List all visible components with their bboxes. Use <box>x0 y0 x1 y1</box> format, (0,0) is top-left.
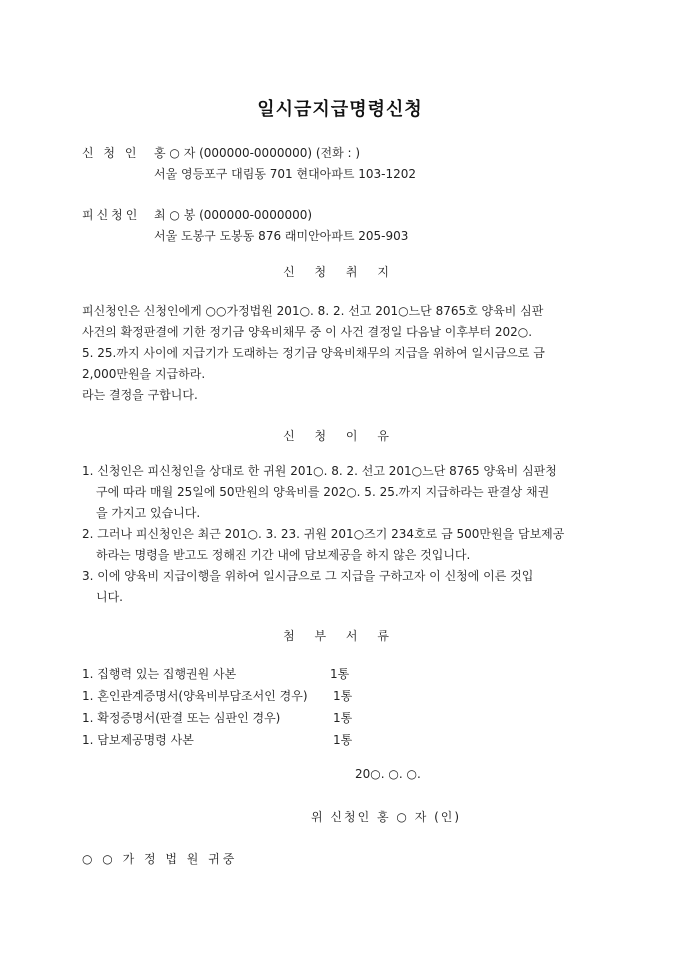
applicant-role: 신 청 인 <box>82 146 140 160</box>
reason-item-1-line: 구에 따라 매월 25일에 50만원의 양육비를 202○. 5. 25.까지 지급하라는 판결상 채권 <box>96 485 550 499</box>
attachment-count: 1통 <box>333 689 353 703</box>
signer-line: 위 신청인 홍 ○ 자 (인) <box>311 810 462 824</box>
attachment-count: 1통 <box>333 733 353 747</box>
reason-item-3-line: 니다. <box>96 590 123 604</box>
respondent-name-line: 최 ○ 봉 (000000-0000000) <box>154 208 313 222</box>
purpose-heading: 신 청 취 지 <box>283 265 397 279</box>
reasons-list <box>82 461 612 608</box>
reason-item-2-line: 2. 그러나 피신청인은 최근 201○. 3. 23. 귀원 201○즈기 234호로 금 500만원을 담보제공 <box>82 527 565 541</box>
court-addressee: ○ ○ 가 정 법 원 귀중 <box>82 852 238 866</box>
purpose-line: 사건의 확정판결에 기한 정기금 양육비채무 중 이 사건 결정일 다음날 이후부터 202○. <box>82 325 533 339</box>
document-title: 일시금지급명령신청 <box>257 99 423 120</box>
respondent-address: 서울 도봉구 도봉동 876 래미안아파트 205-903 <box>154 229 409 243</box>
respondent-role: 피신청인 <box>82 208 141 222</box>
reason-item-1-line: 1. 신청인은 피신청인을 상대로 한 귀원 201○. 8. 2. 선고 201○느단 8765 양육비 심판청 <box>82 464 557 478</box>
applicant-address: 서울 영등포구 대림동 701 현대아파트 103-1202 <box>154 167 417 181</box>
attachment-count: 1통 <box>333 711 353 725</box>
attachment-label: 1. 담보제공명령 사본 <box>82 733 194 747</box>
purpose-line: 5. 25.까지 사이에 지급기가 도래하는 정기금 양육비채무의 지급을 위하여 일시금으로 금 <box>82 346 545 360</box>
attachment-item <box>82 709 382 731</box>
attachment-item <box>82 731 382 753</box>
attachment-label: 1. 집행력 있는 집행권원 사본 <box>82 667 237 681</box>
attachments-heading: 첨 부 서 류 <box>283 629 397 643</box>
reason-item-3-line: 3. 이에 양육비 지급이행을 위하여 일시금으로 그 지급을 구하고자 이 신청에 이른 것입 <box>82 569 534 583</box>
attachment-item <box>82 687 382 709</box>
attachments-list <box>82 665 382 753</box>
purpose-line: 2,000만원을 지급하라. <box>82 367 206 381</box>
purpose-body <box>82 301 602 406</box>
attachment-item <box>82 665 382 687</box>
attachment-count: 1통 <box>330 667 350 681</box>
applicant-name-line: 홍 ○ 자 (000000-0000000) (전화 : ) <box>154 146 361 160</box>
purpose-line: 라는 결정을 구합니다. <box>82 388 198 402</box>
purpose-line: 피신청인은 신청인에게 ○○가정법원 201○. 8. 2. 선고 201○느단 8765호 양육비 심판 <box>82 304 544 318</box>
attachment-label: 1. 확정증명서(판결 또는 심판인 경우) <box>82 711 281 725</box>
document-date: 20○. ○. ○. <box>355 767 421 781</box>
reason-item-2-line: 하라는 명령을 받고도 정해진 기간 내에 담보제공을 하지 않은 것입니다. <box>96 548 471 562</box>
attachment-label: 1. 혼인관계증명서(양육비부담조서인 경우) <box>82 689 308 703</box>
reasons-heading: 신 청 이 유 <box>283 429 397 443</box>
reason-item-1-line: 을 가지고 있습니다. <box>96 506 201 520</box>
